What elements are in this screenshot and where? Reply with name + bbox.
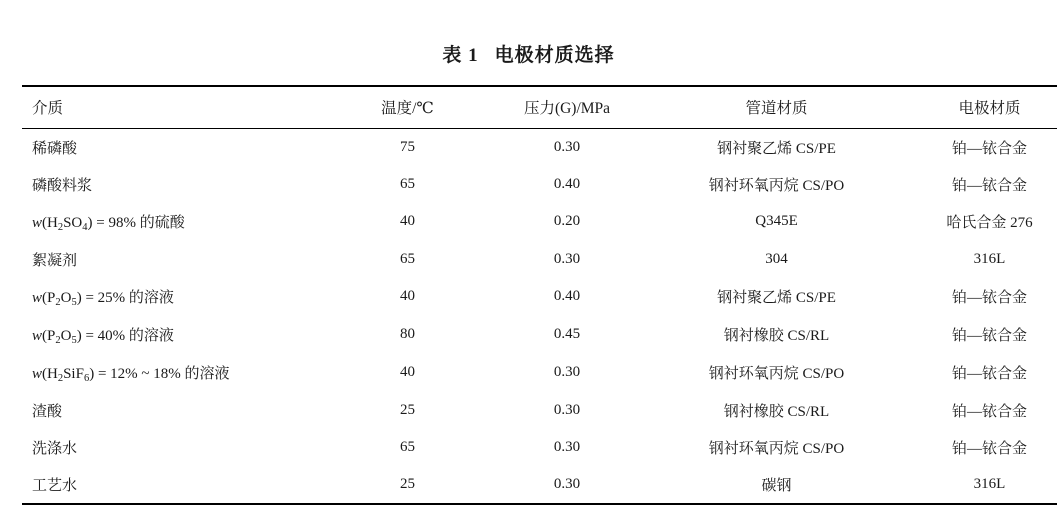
cell-pressure: 0.45 [553, 326, 581, 343]
cell-medium: 工艺水 [32, 477, 78, 494]
cell-pressure: 0.30 [553, 364, 581, 381]
cell-temperature: 65 [400, 438, 415, 455]
cell-pressure: 0.40 [553, 176, 581, 192]
column-header-electrode-material: 电极材质 [958, 100, 1021, 117]
cell-temperature: 80 [400, 326, 415, 343]
cell-medium: $w(H_2SO_4) = 98\%$ 的硫酸 [32, 215, 185, 233]
cell-medium: 絮凝剂 [32, 252, 78, 269]
table-caption-title: 电极材质选择 [494, 45, 615, 66]
cell-pressure: 0.30 [553, 438, 581, 455]
cell-electrode-material: 铂—铱合金 [951, 178, 1027, 194]
cell-temperature: 25 [400, 401, 415, 418]
table-caption [22, 0, 1035, 85]
cell-temperature: 65 [400, 176, 415, 192]
cell-medium: $w(P_2O_5) = 25\%$ 的溶液 [32, 289, 174, 308]
cell-pipe-material: 钢衬聚乙烯 CS/PE [717, 290, 836, 307]
table-caption-label: 表 1 [442, 45, 479, 66]
cell-temperature: 65 [400, 250, 415, 267]
table-row [22, 354, 1057, 392]
cell-pipe-material: 钢衬环氧丙烷 CS/PO [708, 440, 845, 457]
table-row [22, 429, 1057, 466]
cell-medium: 渣酸 [32, 403, 63, 420]
electrode-material-table [22, 85, 1057, 505]
cell-electrode-material: 铂—铱合金 [951, 290, 1027, 307]
cell-electrode-material: 铂—铱合金 [951, 440, 1027, 457]
table-header [22, 86, 1057, 129]
table-row [22, 241, 1057, 278]
column-header-pipe-material: 管道材质 [745, 100, 808, 117]
table-header-row [22, 86, 1057, 129]
cell-temperature: 25 [400, 475, 415, 492]
cell-pipe-material: 钢衬聚乙烯 CS/PE [717, 141, 836, 157]
cell-pipe-material: 碳钢 [761, 477, 792, 494]
table-row [22, 316, 1057, 354]
cell-pressure: 0.30 [553, 475, 581, 492]
cell-pipe-material: 钢衬环氧丙烷 CS/PO [708, 178, 845, 194]
cell-temperature: 40 [400, 288, 415, 305]
cell-pressure: 0.30 [553, 401, 581, 418]
cell-electrode-material: 铂—铱合金 [951, 403, 1027, 420]
table-row [22, 466, 1057, 504]
cell-pressure: 0.30 [553, 250, 581, 267]
cell-pressure: 0.20 [553, 213, 581, 230]
table-row [22, 203, 1057, 241]
cell-temperature: 75 [400, 139, 415, 155]
cell-pressure: 0.40 [553, 288, 581, 305]
cell-electrode-material: 316L [973, 250, 1006, 267]
table-row [22, 392, 1057, 429]
cell-medium: $w(P_2O_5) = 40\%$ 的溶液 [32, 327, 174, 346]
cell-temperature: 40 [400, 213, 415, 230]
cell-pipe-material: Q345E [755, 213, 798, 230]
column-header-pressure: 压力(G)/MPa [523, 100, 611, 117]
cell-temperature: 40 [400, 364, 415, 381]
cell-medium: 洗涤水 [32, 440, 78, 457]
column-header-medium: 介质 [32, 100, 64, 117]
cell-pressure: 0.30 [553, 139, 581, 155]
cell-electrode-material: 316L [973, 475, 1006, 492]
cell-electrode-material: 铂—铱合金 [951, 328, 1027, 345]
cell-pipe-material: 钢衬橡胶 CS/RL [723, 403, 830, 420]
table-body [22, 129, 1057, 504]
cell-electrode-material: 铂—铱合金 [951, 366, 1027, 383]
cell-medium: $w(H_2SiF_6) = 12\%$ ~ 18% 的溶液 [32, 365, 230, 384]
column-header-temperature: 温度/℃ [381, 100, 434, 117]
cell-pipe-material: 钢衬环氧丙烷 CS/PO [708, 366, 845, 383]
cell-pipe-material: 304 [765, 250, 788, 267]
cell-medium: 磷酸料浆 [32, 178, 93, 194]
cell-electrode-material: 哈氏合金 276 [946, 215, 1033, 232]
table-row [22, 129, 1057, 167]
table-row [22, 166, 1057, 203]
table-row [22, 278, 1057, 316]
cell-pipe-material: 钢衬橡胶 CS/RL [723, 328, 830, 345]
cell-medium: 稀磷酸 [32, 141, 78, 157]
cell-electrode-material: 铂—铱合金 [951, 141, 1027, 157]
